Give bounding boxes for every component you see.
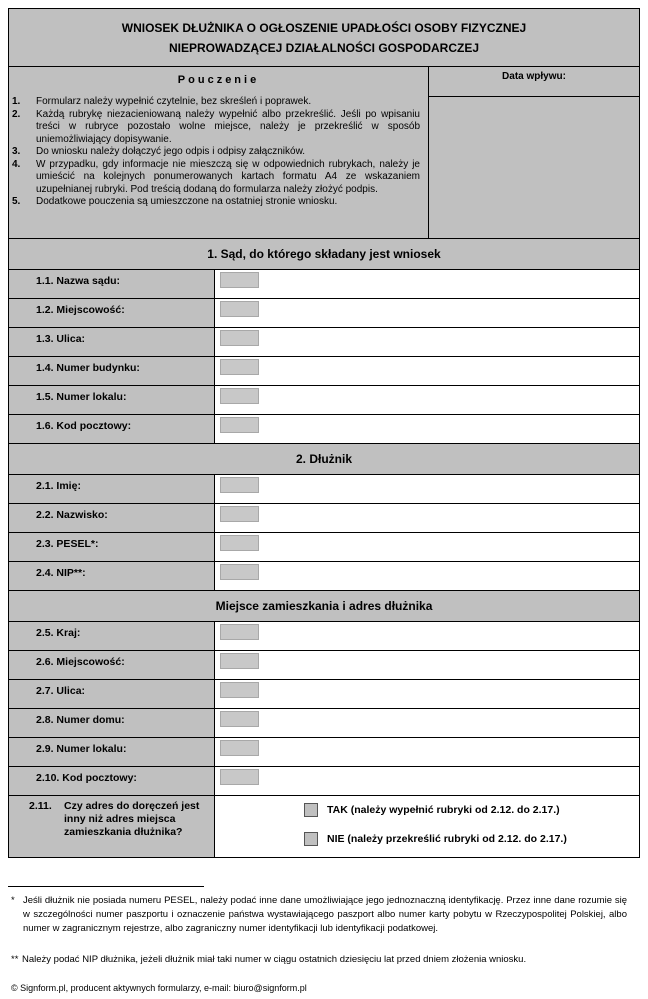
instructions-block [9,67,639,239]
question-text: Czy adres do doręczeń jest inny niż adres miejsca zamieszkania dłużnika? [64,800,200,838]
field-row-pesel [9,533,639,562]
field-marker [220,330,259,346]
house-number-input[interactable] [215,709,639,737]
question-number: 2.11. [29,800,52,812]
field-label: 1.2. Miejscowość: [9,299,215,327]
instruction-item [12,109,420,147]
pesel-input[interactable] [215,533,639,561]
court-street-input[interactable] [215,328,639,356]
field-label: 2.4. NIP**: [9,562,215,590]
field-label: 1.5. Numer lokalu: [9,386,215,414]
instructions-heading: Pouczenie [177,73,260,86]
instruction-text: Do wniosku należy dołączyć jego odpis i odpisy załączników. [36,146,306,157]
address-section-heading: Miejsce zamieszkania i adres dłużnika [9,591,639,622]
question-label [9,796,215,857]
instructions-list [9,96,428,209]
footnote-2 [11,953,627,967]
field-label: 2.10. Kod pocztowy: [9,767,215,795]
field-label: 2.9. Numer lokalu: [9,738,215,766]
footer-copyright: © Signform.pl, producent aktywnych formularzy, e-mail: biuro@signform.pl [11,983,307,993]
instruction-text: Dodatkowe pouczenia są umieszczone na ostatniej stronie wniosku. [36,196,338,207]
receipt-date-box [429,67,639,238]
footnote-mark: * [11,895,15,906]
field-marker [220,682,259,698]
form-title-line2: NIEPROWADZĄCEJ DZIAŁALNOŚCI GOSPODARCZEJ [168,40,480,55]
postal-code-input[interactable] [215,767,639,795]
field-marker [220,388,259,404]
field-row-last-name [9,504,639,533]
footnote-separator [8,886,204,887]
question-options [215,796,639,857]
field-marker [220,740,259,756]
form-title [9,9,639,67]
field-label: 2.3. PESEL*: [9,533,215,561]
tak-checkbox[interactable] [304,803,318,817]
field-label: 1.3. Ulica: [9,328,215,356]
field-label: 2.6. Miejscowość: [9,651,215,679]
city-input[interactable] [215,651,639,679]
field-label: 2.8. Numer domu: [9,709,215,737]
field-marker [220,564,259,580]
field-marker [220,359,259,375]
field-label: 1.6. Kod pocztowy: [9,415,215,443]
field-label: 2.5. Kraj: [9,622,215,650]
footnote-1 [11,894,627,936]
instruction-item [12,196,420,209]
court-name-input[interactable] [215,270,639,298]
field-label: 2.2. Nazwisko: [9,504,215,532]
instruction-item [12,159,420,197]
unit-number-input[interactable] [215,738,639,766]
field-row-court-city [9,299,639,328]
instruction-number: 5. [12,196,21,207]
footnote-mark: ** [11,954,19,965]
field-marker [220,477,259,493]
court-postal-input[interactable] [215,415,639,443]
field-marker [220,417,259,433]
field-row-postal-code [9,767,639,796]
country-input[interactable] [215,622,639,650]
field-row-nip [9,562,639,591]
footnote-text: Jeśli dłużnik nie posiada numeru PESEL, należy podać inne dane umożliwiające jego jednoznaczną identyfikację. Przez inne dane rozumie się w szczególności numer paszportu i oznaczenie państwa wystawiającego paszport albo numer karty pobytu w Rzeczypospolitej Polskiej, albo numer w zagranicznym rejestrze, albo zagraniczny numer identyfikacji lub identyfikacji podatkowej. [23,895,627,934]
field-row-first-name [9,475,639,504]
form-title-line1: WNIOSEK DŁUŻNIKA O OGŁOSZENIE UPADŁOŚCI OSOBY FIZYCZNEJ [121,20,527,35]
field-label: 2.7. Ulica: [9,680,215,708]
last-name-input[interactable] [215,504,639,532]
instruction-number: 1. [12,96,21,107]
nie-checkbox[interactable] [304,832,318,846]
field-marker [220,301,259,317]
option-tak[interactable] [304,803,560,817]
field-row-country [9,622,639,651]
field-row-court-name [9,270,639,299]
field-row-court-unit [9,386,639,415]
footnote-text: Należy podać NIP dłużnika, jeżeli dłużnik miał taki numer w ciągu ostatnich dziesięciu lat przed dniem złożenia wniosku. [22,954,527,965]
first-name-input[interactable] [215,475,639,503]
receipt-date-field [429,97,639,238]
field-marker [220,506,259,522]
instruction-text: W przypadku, gdy informacje nie mieszczą się w odpowiednich rubrykach, należy je umieścić na kolejnych ponumerowanych kartach formatu A4 ze wskazaniem uzupełnianej rubryki. Pod treścią dodaną do formularza należy złożyć podpis. [36,158,420,195]
instructions [9,67,429,238]
field-row-house-number [9,709,639,738]
section-2-heading: 2. Dłużnik [9,444,639,475]
application-form [8,8,640,858]
instruction-text: Formularz należy wypełnić czytelnie, bez skreśleń i poprawek. [36,96,312,107]
field-marker [220,769,259,785]
field-row-court-postal [9,415,639,444]
field-marker [220,535,259,551]
receipt-date-label: Data wpływu: [429,67,639,97]
question-row-delivery-address [9,796,639,857]
court-unit-input[interactable] [215,386,639,414]
option-nie[interactable] [304,832,567,846]
section-1-heading: 1. Sąd, do którego składany jest wniosek [9,239,639,270]
field-row-city [9,651,639,680]
option-tak-label: TAK (należy wypełnić rubryki od 2.12. do 2.17.) [327,804,560,816]
field-row-street [9,680,639,709]
court-city-input[interactable] [215,299,639,327]
instruction-item [12,96,420,109]
field-row-court-building [9,357,639,386]
field-marker [220,653,259,669]
field-label: 1.4. Numer budynku: [9,357,215,385]
field-row-court-street [9,328,639,357]
court-building-input[interactable] [215,357,639,385]
instruction-number: 2. [12,108,21,120]
field-marker [220,711,259,727]
instruction-item [12,146,420,159]
field-marker [220,272,259,288]
instruction-number: 3. [12,146,21,157]
field-marker [220,624,259,640]
field-label: 2.1. Imię: [9,475,215,503]
instruction-number: 4. [12,158,21,170]
field-row-unit-number [9,738,639,767]
instruction-text: Każdą rubrykę niezacieniowaną należy wypełnić albo przekreślić. Jeśli po wpisaniu treści w rubryce pozostało wolne miejsce, należy je przekreślić w sposób uniemożliwiający dopisywanie. [36,108,420,145]
street-input[interactable] [215,680,639,708]
field-label: 1.1. Nazwa sądu: [9,270,215,298]
nip-input[interactable] [215,562,639,590]
option-nie-label: NIE (należy przekreślić rubryki od 2.12. do 2.17.) [327,833,567,845]
